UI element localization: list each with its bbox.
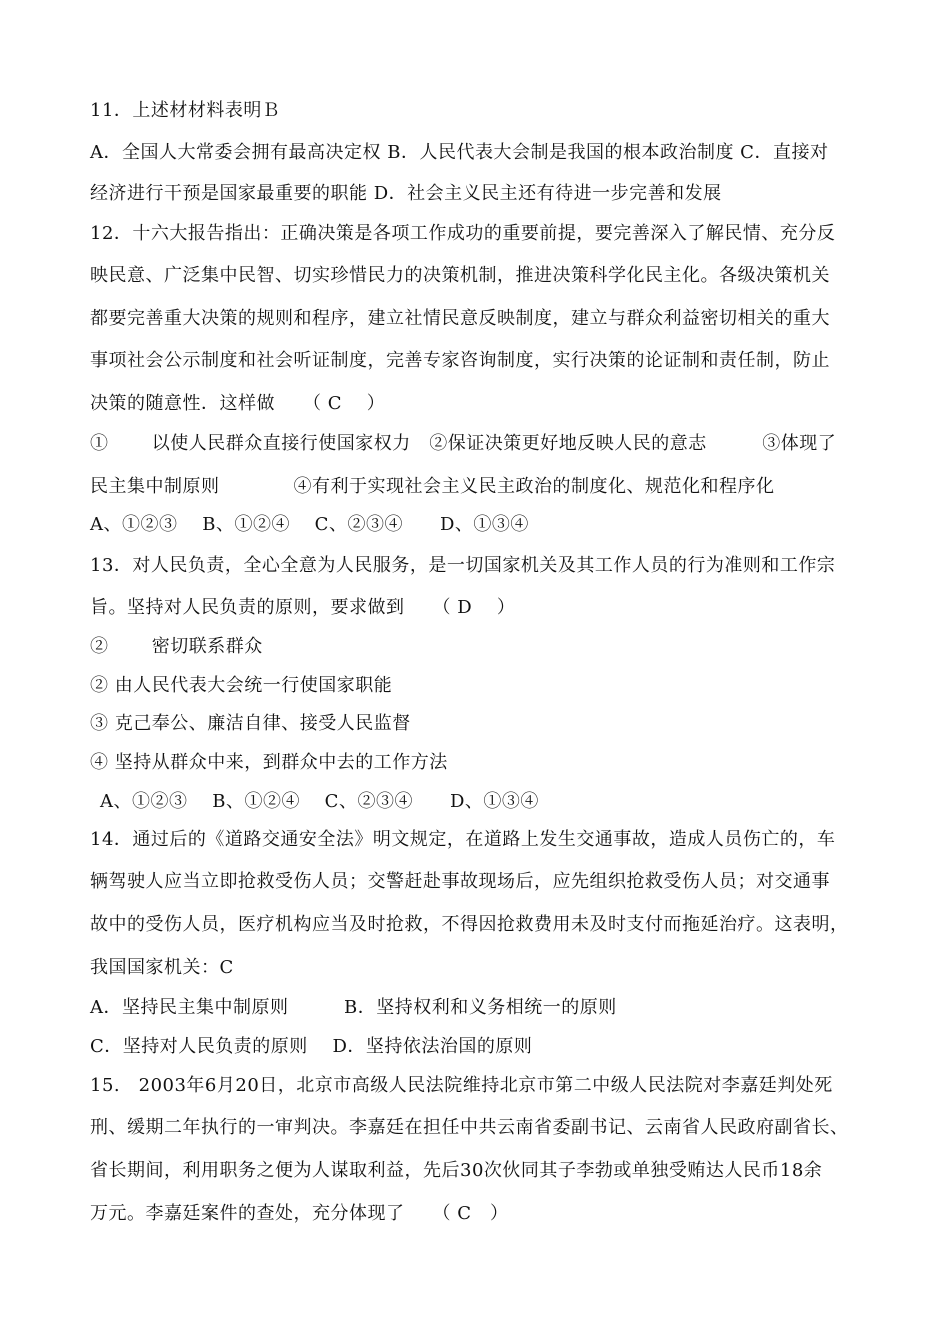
q12-stem-line-3: 都要完善重大决策的规则和程序，建立社情民意反映制度，建立与群众利益密切相关的重大 <box>90 308 830 329</box>
q13-item-2: ② 由人民代表大会统一行使国家职能 <box>90 675 393 696</box>
q13-item-4: ④ 坚持从群众中来，到群众中去的工作方法 <box>90 752 448 773</box>
q11-stem: 11．上述材材料表明Ｂ <box>90 100 281 121</box>
q12-items-line-2: 民主集中制原则 ④有利于实现社会主义民主政治的制度化、规范化和程序化 <box>90 476 775 497</box>
q15-stem-line-1: 15. 2003年6月20日，北京市高级人民法院维持北京市第二中级人民法院对李嘉廷判处死 <box>90 1075 833 1096</box>
q13-stem-line-1: 13．对人民负责，全心全意为人民服务，是一切国家机关及其工作人员的行为准则和工作宗 <box>90 555 836 576</box>
q15-stem-line-4: 万元。李嘉廷案件的查处，充分体现了 （ C ） <box>90 1203 509 1224</box>
q12-items-line-1: ① 以使人民群众直接行使国家权力 ②保证决策更好地反映人民的意志 ③体现了 <box>90 433 837 454</box>
q14-stem-line-4: 我国国家机关：C <box>90 957 234 978</box>
q12-stem-line-5: 决策的随意性．这样做 （ C ） <box>90 393 386 414</box>
q13-stem-line-2: 旨。坚持对人民负责的原则，要求做到 （ D ） <box>90 597 516 618</box>
q13-item-1: ② 密切联系群众 <box>90 636 263 657</box>
q14-options-line-2: C．坚持对人民负责的原则 D．坚持依法治国的原则 <box>90 1036 533 1057</box>
q13-item-3: ③ 克己奉公、廉洁自律、接受人民监督 <box>90 713 411 734</box>
q12-stem-line-1: 12．十六大报告指出：正确决策是各项工作成功的重要前提，要完善深入了解民情、充分反 <box>90 223 836 244</box>
q14-stem-line-2: 辆驾驶人应当立即抢救受伤人员；交警赶赴事故现场后，应先组织抢救受伤人员；对交通事 <box>90 871 830 892</box>
q13-choices: A、①②③ B、①②④ C、②③④ D、①③④ <box>100 791 539 812</box>
q14-options-line-1: A．坚持民主集中制原则 B．坚持权利和义务相统一的原则 <box>90 997 617 1018</box>
q12-stem-line-4: 事项社会公示制度和社会听证制度，完善专家咨询制度，实行决策的论证制和责任制，防止 <box>90 350 830 371</box>
q14-stem-line-3: 故中的受伤人员，医疗机构应当及时抢救，不得因抢救费用未及时支付而拖延治疗。这表明， <box>90 914 849 935</box>
q15-stem-line-3: 省长期间，利用职务之便为人谋取利益，先后30次伙同其子李勃或单独受贿达人民币18余 <box>90 1160 823 1181</box>
q12-choices: A、①②③ B、①②④ C、②③④ D、①③④ <box>90 514 529 535</box>
q14-stem-line-1: 14．通过后的《道路交通安全法》明文规定，在道路上发生交通事故，造成人员伤亡的，车 <box>90 829 836 850</box>
q11-options-line-1: A．全国人大常委会拥有最高决定权 B．人民代表大会制是我国的根本政治制度 C．直接对 <box>90 142 829 163</box>
q11-options-line-2: 经济进行干预是国家最重要的职能 D．社会主义民主还有待进一步完善和发展 <box>90 183 722 204</box>
q15-stem-line-2: 刑、缓期二年执行的一审判决。李嘉廷在担任中共云南省委副书记、云南省人民政府副省长、 <box>90 1117 849 1138</box>
q12-stem-line-2: 映民意、广泛集中民智、切实珍惜民力的决策机制，推进决策科学化民主化。各级决策机关 <box>90 265 830 286</box>
